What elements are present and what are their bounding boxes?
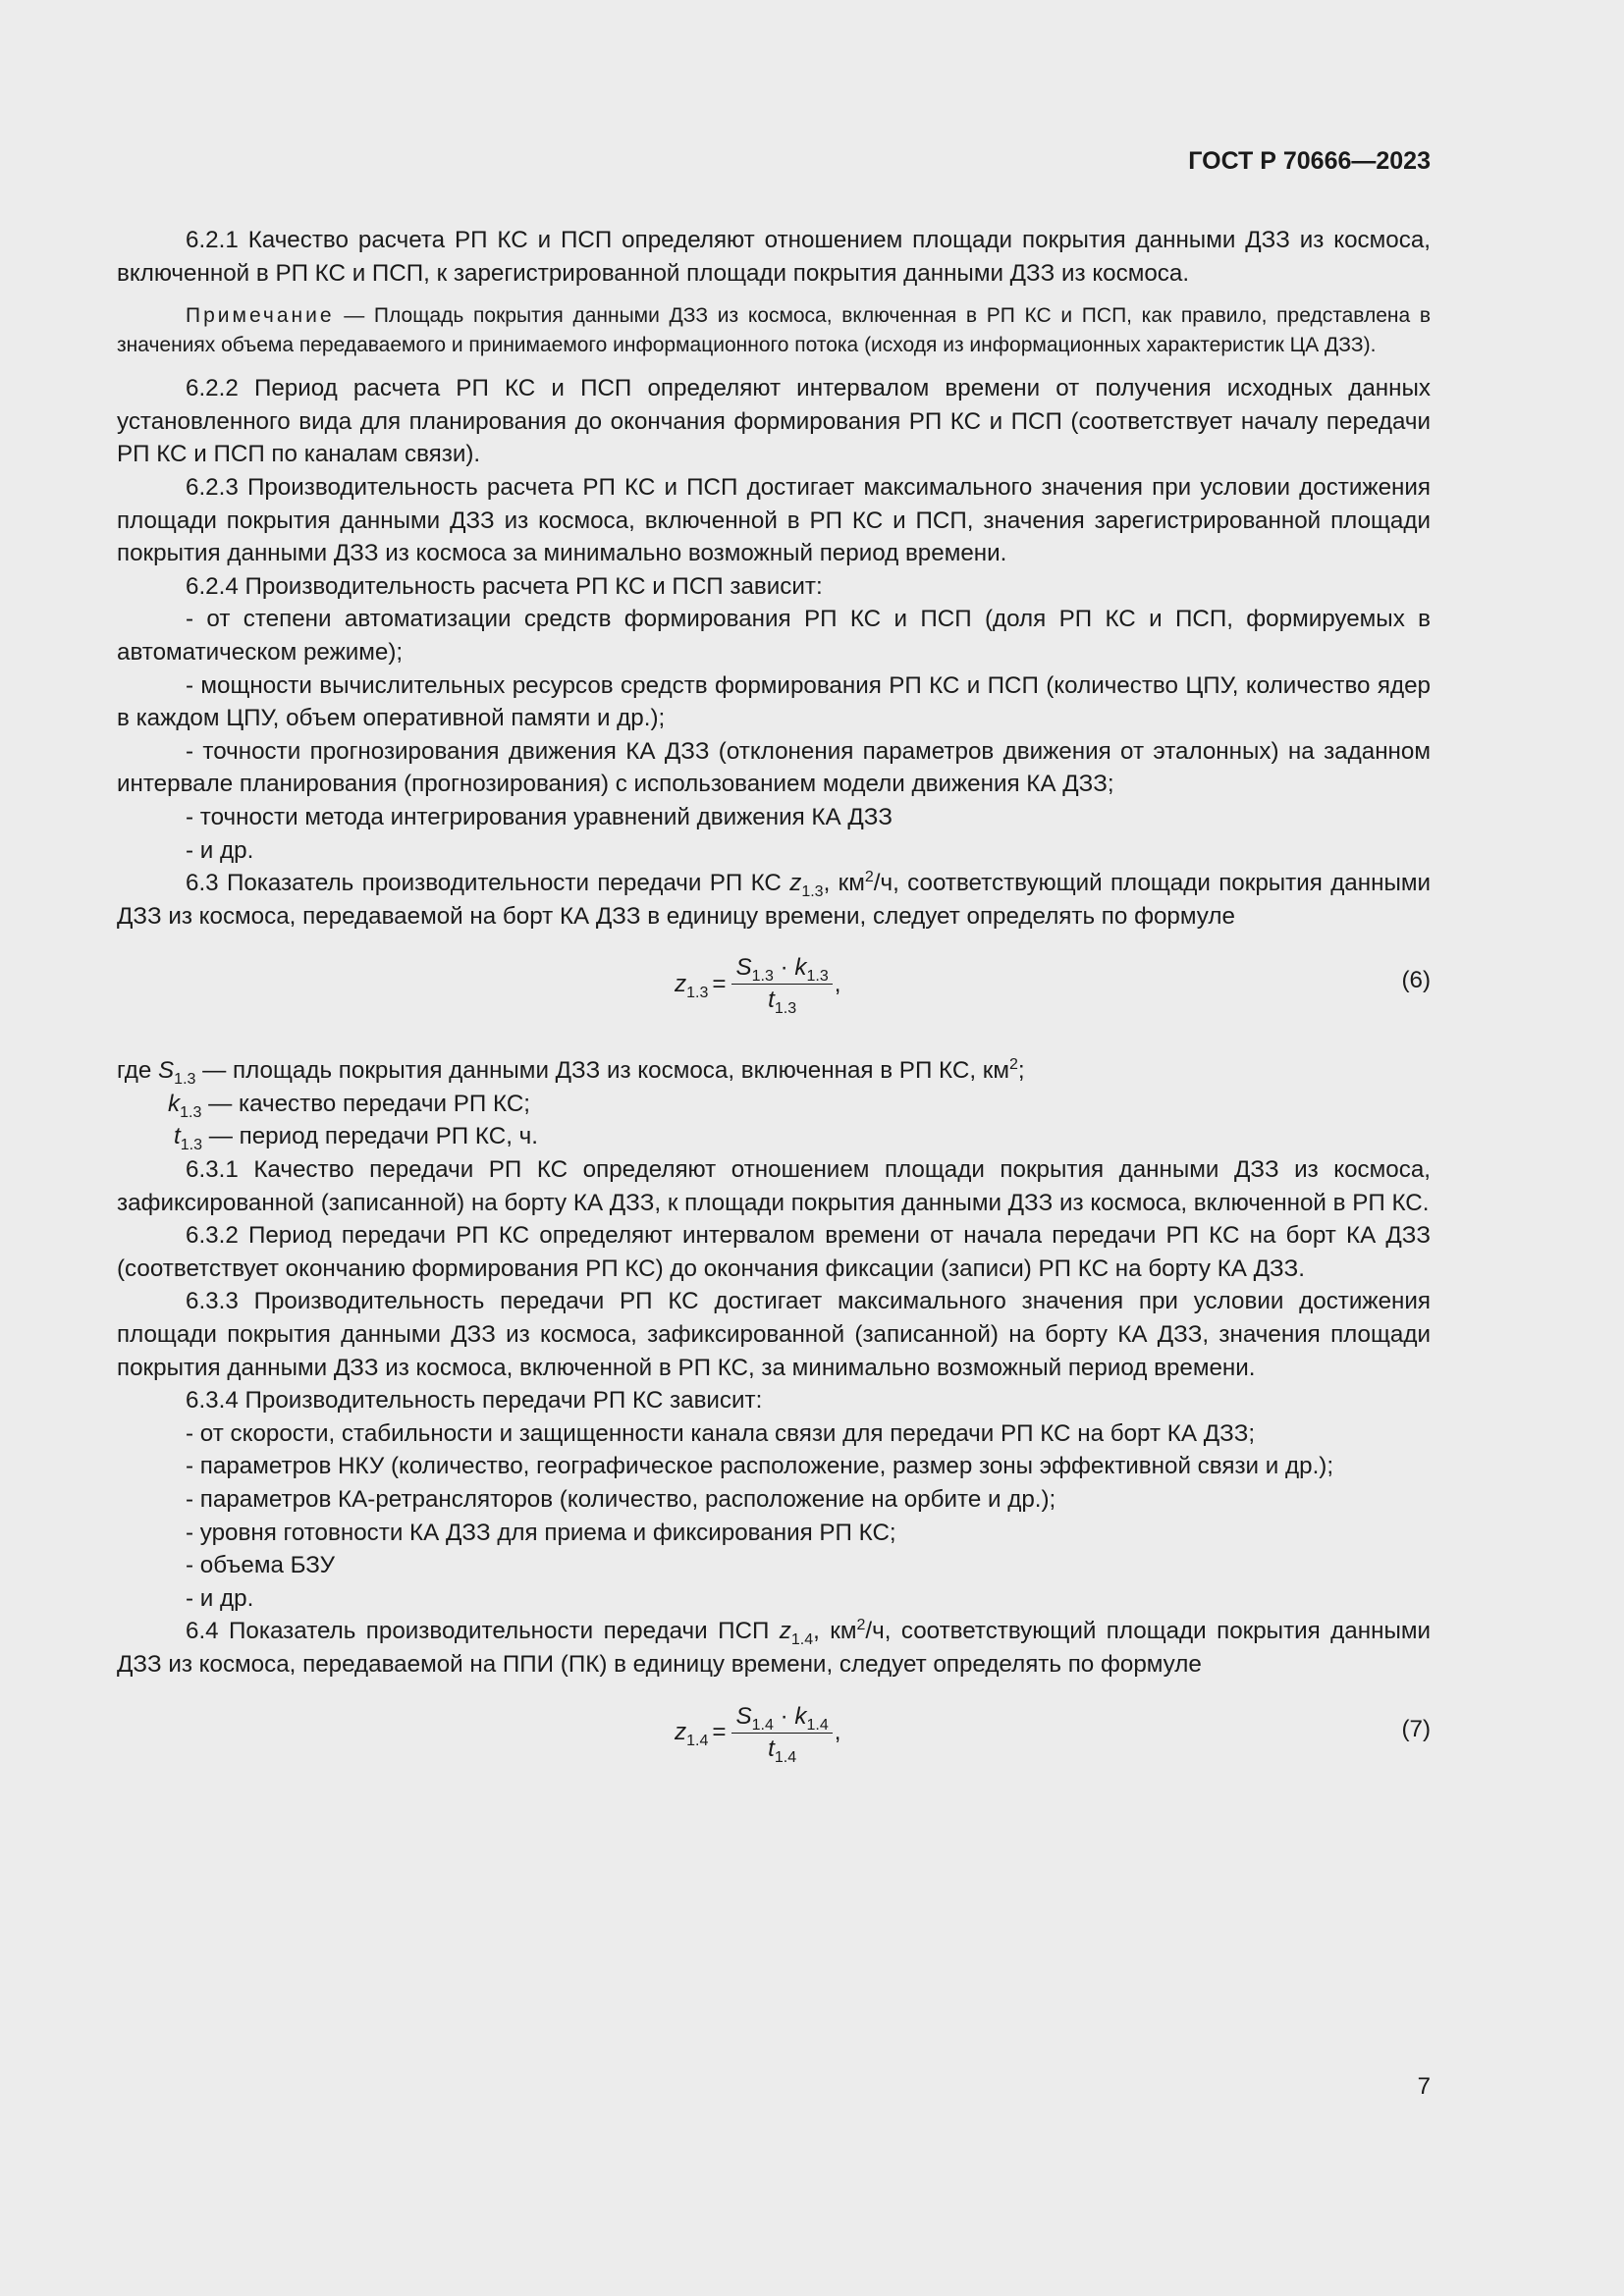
p63-before: 6.3 Показатель производительности передачи РП КС [186,870,782,897]
formula-6-num-a-sub: 1.3 [751,968,774,986]
paragraph-6-3 [117,867,1431,933]
formula-7-lhs-sub: 1.4 [686,1733,709,1750]
formula-7-fraction [731,1701,832,1765]
formula-6-den-sub: 1.3 [774,1000,797,1018]
formula-6-tail: , [834,970,841,997]
list-item: - от степени автоматизации средств формирования РП КС и ПСП (доля РП КС и ПСП, формируемых в автоматическом режиме); [117,606,1431,666]
document-body [117,224,1431,1795]
p63-after: /ч, соответствующий площади покрытия данными ДЗЗ из космоса, передаваемой на борт КА ДЗЗ в единицу времени, следует определять по формуле [117,870,1431,930]
paragraph-6-4 [117,1615,1431,1681]
page-number: 7 [1417,2073,1431,2100]
note [117,301,1431,360]
paragraph-6-2-4: 6.2.4 Производительность расчета РП КС и ПСП зависит: [186,572,823,600]
list-item: - мощности вычислительных ресурсов средств формирования РП КС и ПСП (количество ЦПУ, количество ядер в каждом ЦПУ, объем оперативной памяти и др.); [117,671,1431,732]
paragraph-6-2-2: 6.2.2 Период расчета РП КС и ПСП определяют интервалом времени от получения исходных данных установленного вида для планирования до окончания формирования РП КС и ПСП (соответствует началу передачи РП КС и ПСП по каналам связи). [117,375,1431,468]
list-item: - и др. [186,1584,254,1612]
document-header: ГОСТ Р 70666—2023 [1188,147,1431,175]
p64-before: 6.4 Показатель производительности передачи ПСП [186,1618,770,1645]
paragraph-6-3-4: 6.3.4 Производительность передачи РП КС зависит: [186,1387,763,1415]
p64-sup: 2 [856,1617,866,1634]
note-label: Примечание [186,304,335,328]
where-line [117,1120,1431,1153]
formula-6-numerator [731,952,832,985]
formula-6-num-b-sub: 1.3 [806,968,829,986]
list-item: - точности прогнозирования движения КА ДЗЗ (отклонения параметров движения от эталонных) на заданном интервале планирования (прогнозирования) с использованием модели движения КА ДЗЗ; [117,737,1431,798]
list-item: - от скорости, стабильности и защищенности канала связи для передачи РП КС на борт КА ДЗЗ; [186,1419,1256,1447]
note-text: — Площадь покрытия данными ДЗЗ из космоса, включенная в РП КС и ПСП, как правило, представлена в значениях объема передаваемого и принимаемого информационного потока (исходя из информационных характеристик ЦА ДЗЗ). [117,304,1431,357]
paragraph-6-3-3: 6.3.3 Производительность передачи РП КС достигает максимального значения при условии достижения площади покрытия данными ДЗЗ из космоса, зафиксированной (записанной) на борту КА ДЗЗ, значения площади покрытия данными ДЗЗ из космоса, включенной в РП КС, за минимально возможный период времени. [117,1288,1431,1381]
where-sup: 2 [1009,1056,1018,1074]
formula-7-num-b: k [794,1702,807,1730]
where-line [117,1088,1431,1121]
formula-6 [117,938,1431,1046]
p64-after: /ч, соответствующий площади покрытия данными ДЗЗ из космоса, передаваемой на ППИ (ПК) в единицу времени, следует определять по формуле [117,1618,1431,1678]
formula-6-num-b: k [794,954,807,982]
formula-6-dot: · [780,954,788,982]
p64-sub: 1.4 [790,1631,814,1649]
paragraph-6-2-1: 6.2.1 Качество расчета РП КС и ПСП определяют отношением площади покрытия данными ДЗЗ из космоса, включенной в РП КС и ПСП, к зарегистрированной площади покрытия данными ДЗЗ из космоса. [117,227,1431,287]
where-text: — качество передачи РП КС; [201,1090,531,1117]
p63-var: z [789,870,802,897]
paragraph-6-3-2: 6.3.2 Период передачи РП КС определяют интервалом времени от начала передачи РП КС на борт КА ДЗЗ (соответствует окончанию формирования РП КС) до окончания фиксации (записи) РП КС на борту КА ДЗЗ. [117,1222,1431,1282]
formula-7-dot: · [780,1702,788,1730]
formula-6-fraction [731,952,832,1016]
formula-7-eq: = [712,1719,727,1746]
list-item: - объема БЗУ [186,1552,335,1579]
formula-7-den: t [768,1735,775,1762]
formula-7 [117,1687,1431,1795]
where-prefix: где [117,1057,159,1085]
where-var: k [168,1090,181,1117]
formula-6-lhs-sub: 1.3 [686,984,709,1001]
formula-7-num-a-sub: 1.4 [751,1716,774,1734]
formula-7-numerator [731,1701,832,1734]
where-line [117,1054,1431,1088]
p63-sub: 1.3 [801,882,824,900]
list-item: - уровня готовности КА ДЗЗ для приема и фиксирования РП КС; [186,1519,896,1546]
formula-6-denominator [764,985,800,1016]
paragraph-6-3-1: 6.3.1 Качество передачи РП КС определяют отношением площади покрытия данными ДЗЗ из космоса, зафиксированной (записанной) на борту КА ДЗЗ, к площади покрытия данными ДЗЗ из космоса, включенной в РП КС. [117,1156,1431,1216]
formula-6-lhs: z [675,970,687,997]
list-item: - параметров НКУ (количество, географическое расположение, размер зоны эффективной связи и др.); [186,1453,1334,1480]
formula-7-number: (7) [1401,1715,1431,1742]
p64-var: z [779,1618,791,1645]
formula-7-num-b-sub: 1.4 [806,1716,829,1734]
formula-6-expression [675,952,840,1016]
formula-6-eq: = [712,970,727,997]
paragraph-6-2-3: 6.2.3 Производительность расчета РП КС и ПСП достигает максимального значения при условии достижения площади покрытия данными ДЗЗ из космоса, включенной в РП КС и ПСП, значения зарегистрированной площади покрытия данными ДЗЗ из космоса за минимально возможный период времени. [117,473,1431,567]
where-text: — площадь покрытия данными ДЗЗ из космоса, включенная в РП КС, км [195,1057,1009,1085]
where-sub: 1.3 [180,1137,202,1154]
where-text: — период передачи РП КС, ч. [201,1123,538,1150]
where-var: S [158,1057,175,1085]
where-var: t [174,1123,181,1150]
formula-7-tail: , [834,1719,841,1746]
formula-6-den: t [768,987,775,1014]
formula-7-num-a: S [735,1702,752,1730]
formula-7-denominator [764,1734,800,1765]
p64-unit: , км [813,1618,857,1645]
list-item: - параметров КА-ретрансляторов (количество, расположение на орбите и др.); [186,1486,1056,1513]
formula-6-num-a: S [735,954,752,982]
where-sub: 1.3 [174,1071,196,1089]
where-sub: 1.3 [180,1103,202,1121]
list-item: - точности метода интегрирования уравнений движения КА ДЗЗ [186,803,893,830]
p63-unit: , км [823,870,865,897]
list-item: - и др. [186,836,254,864]
formula-7-den-sub: 1.4 [774,1748,797,1766]
p63-sup: 2 [864,869,874,886]
formula-7-lhs: z [675,1719,687,1746]
where-end: ; [1017,1057,1025,1085]
formula-7-expression [675,1701,840,1765]
formula-6-number: (6) [1401,967,1431,994]
